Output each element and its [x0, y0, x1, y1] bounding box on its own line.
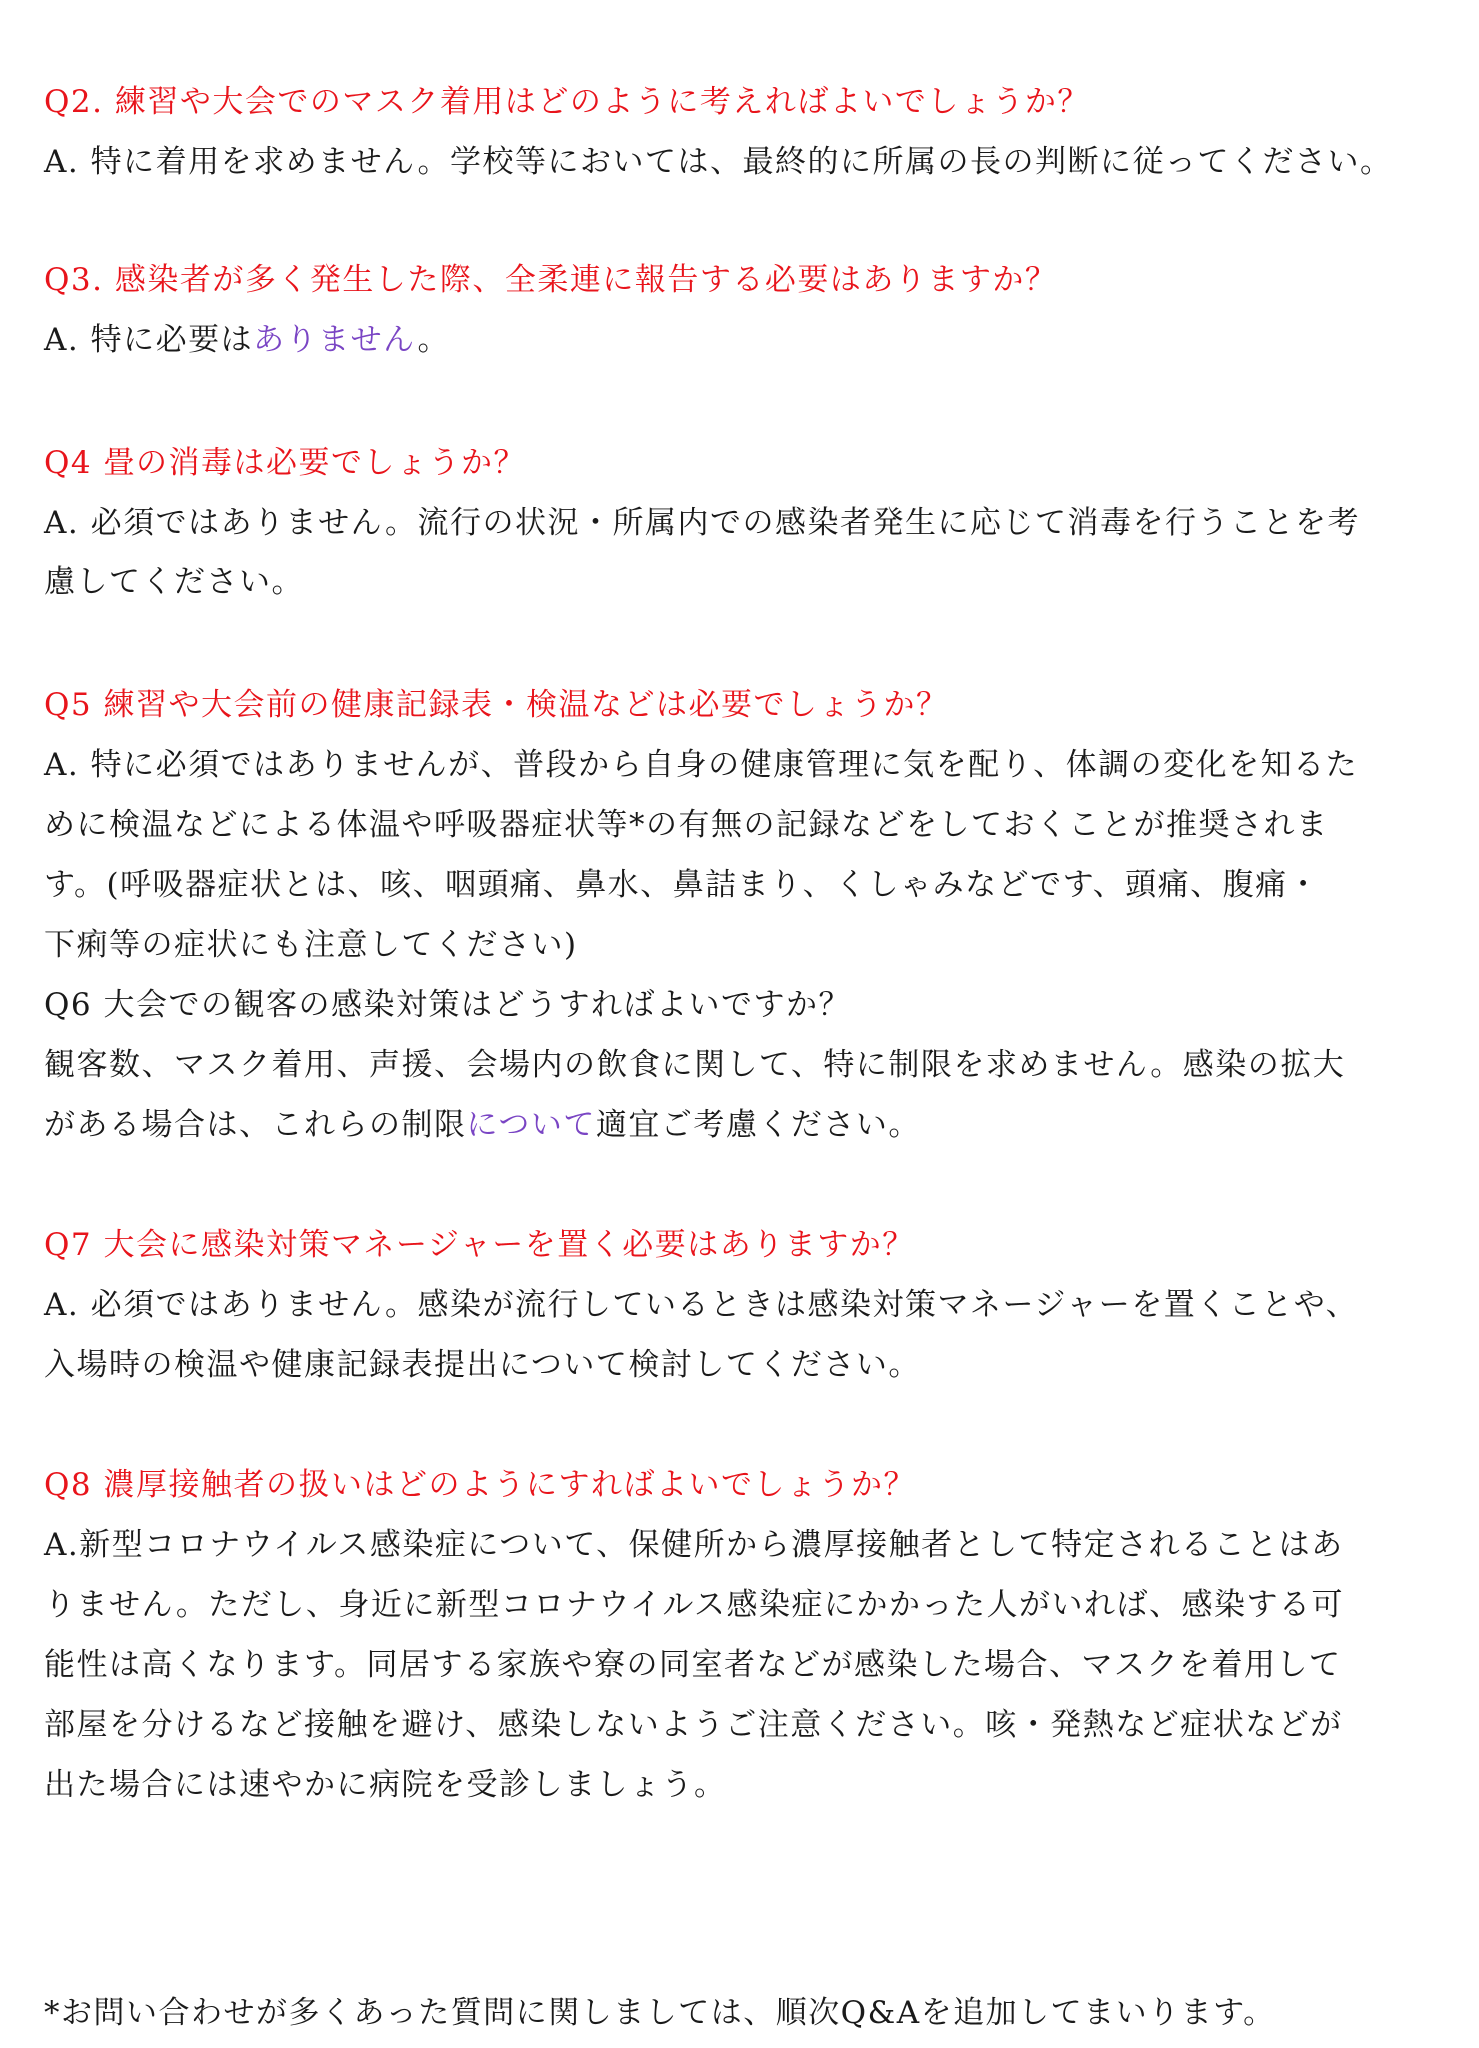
question-5: Q5 練習や大会前の健康記録表・検温などは必要でしょうか？: [44, 687, 949, 723]
answer-3-highlight: ありません: [253, 322, 418, 358]
question-6: Q6 大会での観客の感染対策はどうすればよいですか？: [44, 987, 851, 1023]
answer-6-end: 適宜ご考慮ください。: [595, 1107, 921, 1143]
question-2: Q2. 練習や大会でのマスク着用はどのように考えればよいでしょうか？: [44, 84, 1090, 120]
footer-note: *お問い合わせが多くあった質問に関しましては、順次Q&Aを追加してまいります。: [44, 1995, 1276, 2031]
answer-3-text: A. 特に必要は: [44, 322, 254, 358]
answer-7-line-2: 入場時の検温や健康記録表提出について検討してください。: [44, 1347, 921, 1383]
question-7: Q7 大会に感染対策マネージャーを置く必要はありますか？: [44, 1227, 915, 1263]
answer-4-line-1: A. 必須ではありません。流行の状況・所属内での感染者発生に応じて消毒を行うことを考: [44, 505, 1360, 541]
answer-5-line-1: A. 特に必須ではありませんが、普段から自身の健康管理に気を配り、体調の変化を知るた: [44, 747, 1359, 783]
answer-8-line-3: 能性は高くなります。同居する家族や寮の同室者などが感染した場合、マスクを着用して: [44, 1647, 1342, 1683]
answer-4-line-2: 慮してください。: [44, 564, 304, 600]
answer-7-line-1: A. 必須ではありません。感染が流行しているときは感染対策マネージャーを置くことや、: [44, 1287, 1359, 1323]
answer-6-line-1: 観客数、マスク着用、声援、会場内の飲食に関して、特に制限を求めません。感染の拡大: [44, 1047, 1346, 1083]
answer-5-line-2: めに検温などによる体温や呼吸器症状等*の有無の記録などをしておくことが推奨されま: [44, 807, 1329, 843]
answer-5-line-4: 下痢等の症状にも注意してください): [44, 927, 578, 963]
question-3: Q3. 感染者が多く発生した際、全柔連に報告する必要はありますか？: [44, 262, 1058, 298]
answer-3: [44, 320, 1444, 360]
answer-8-line-1: A.新型コロナウイルス感染症について、保健所から濃厚接触者として特定されることはあ: [44, 1527, 1344, 1563]
answer-2: A. 特に着用を求めません。学校等においては、最終的に所属の長の判断に従ってください。: [44, 144, 1393, 180]
answer-6-highlight: について: [466, 1107, 596, 1143]
answer-8-line-4: 部屋を分けるなど接触を避け、感染しないようご注意ください。咳・発熱など症状などが: [44, 1707, 1343, 1743]
question-4: Q4 畳の消毒は必要でしょうか？: [44, 445, 526, 481]
answer-8-line-2: りません。ただし、身近に新型コロナウイルス感染症にかかった人がいれば、感染する可: [44, 1587, 1344, 1623]
answer-6-line-2: [44, 1105, 1444, 1145]
answer-6-text: がある場合は、これらの制限: [44, 1107, 467, 1143]
answer-5-line-3: す。(呼吸器症状とは、咳、咽頭痛、鼻水、鼻詰まり、くしゃみなどです、頭痛、腹痛・: [44, 867, 1321, 903]
answer-8-line-5: 出た場合には速やかに病院を受診しましょう。: [44, 1767, 727, 1803]
answer-3-end: 。: [417, 322, 450, 358]
question-8: Q8 濃厚接触者の扱いはどのようにすればよいでしょうか？: [44, 1467, 916, 1503]
